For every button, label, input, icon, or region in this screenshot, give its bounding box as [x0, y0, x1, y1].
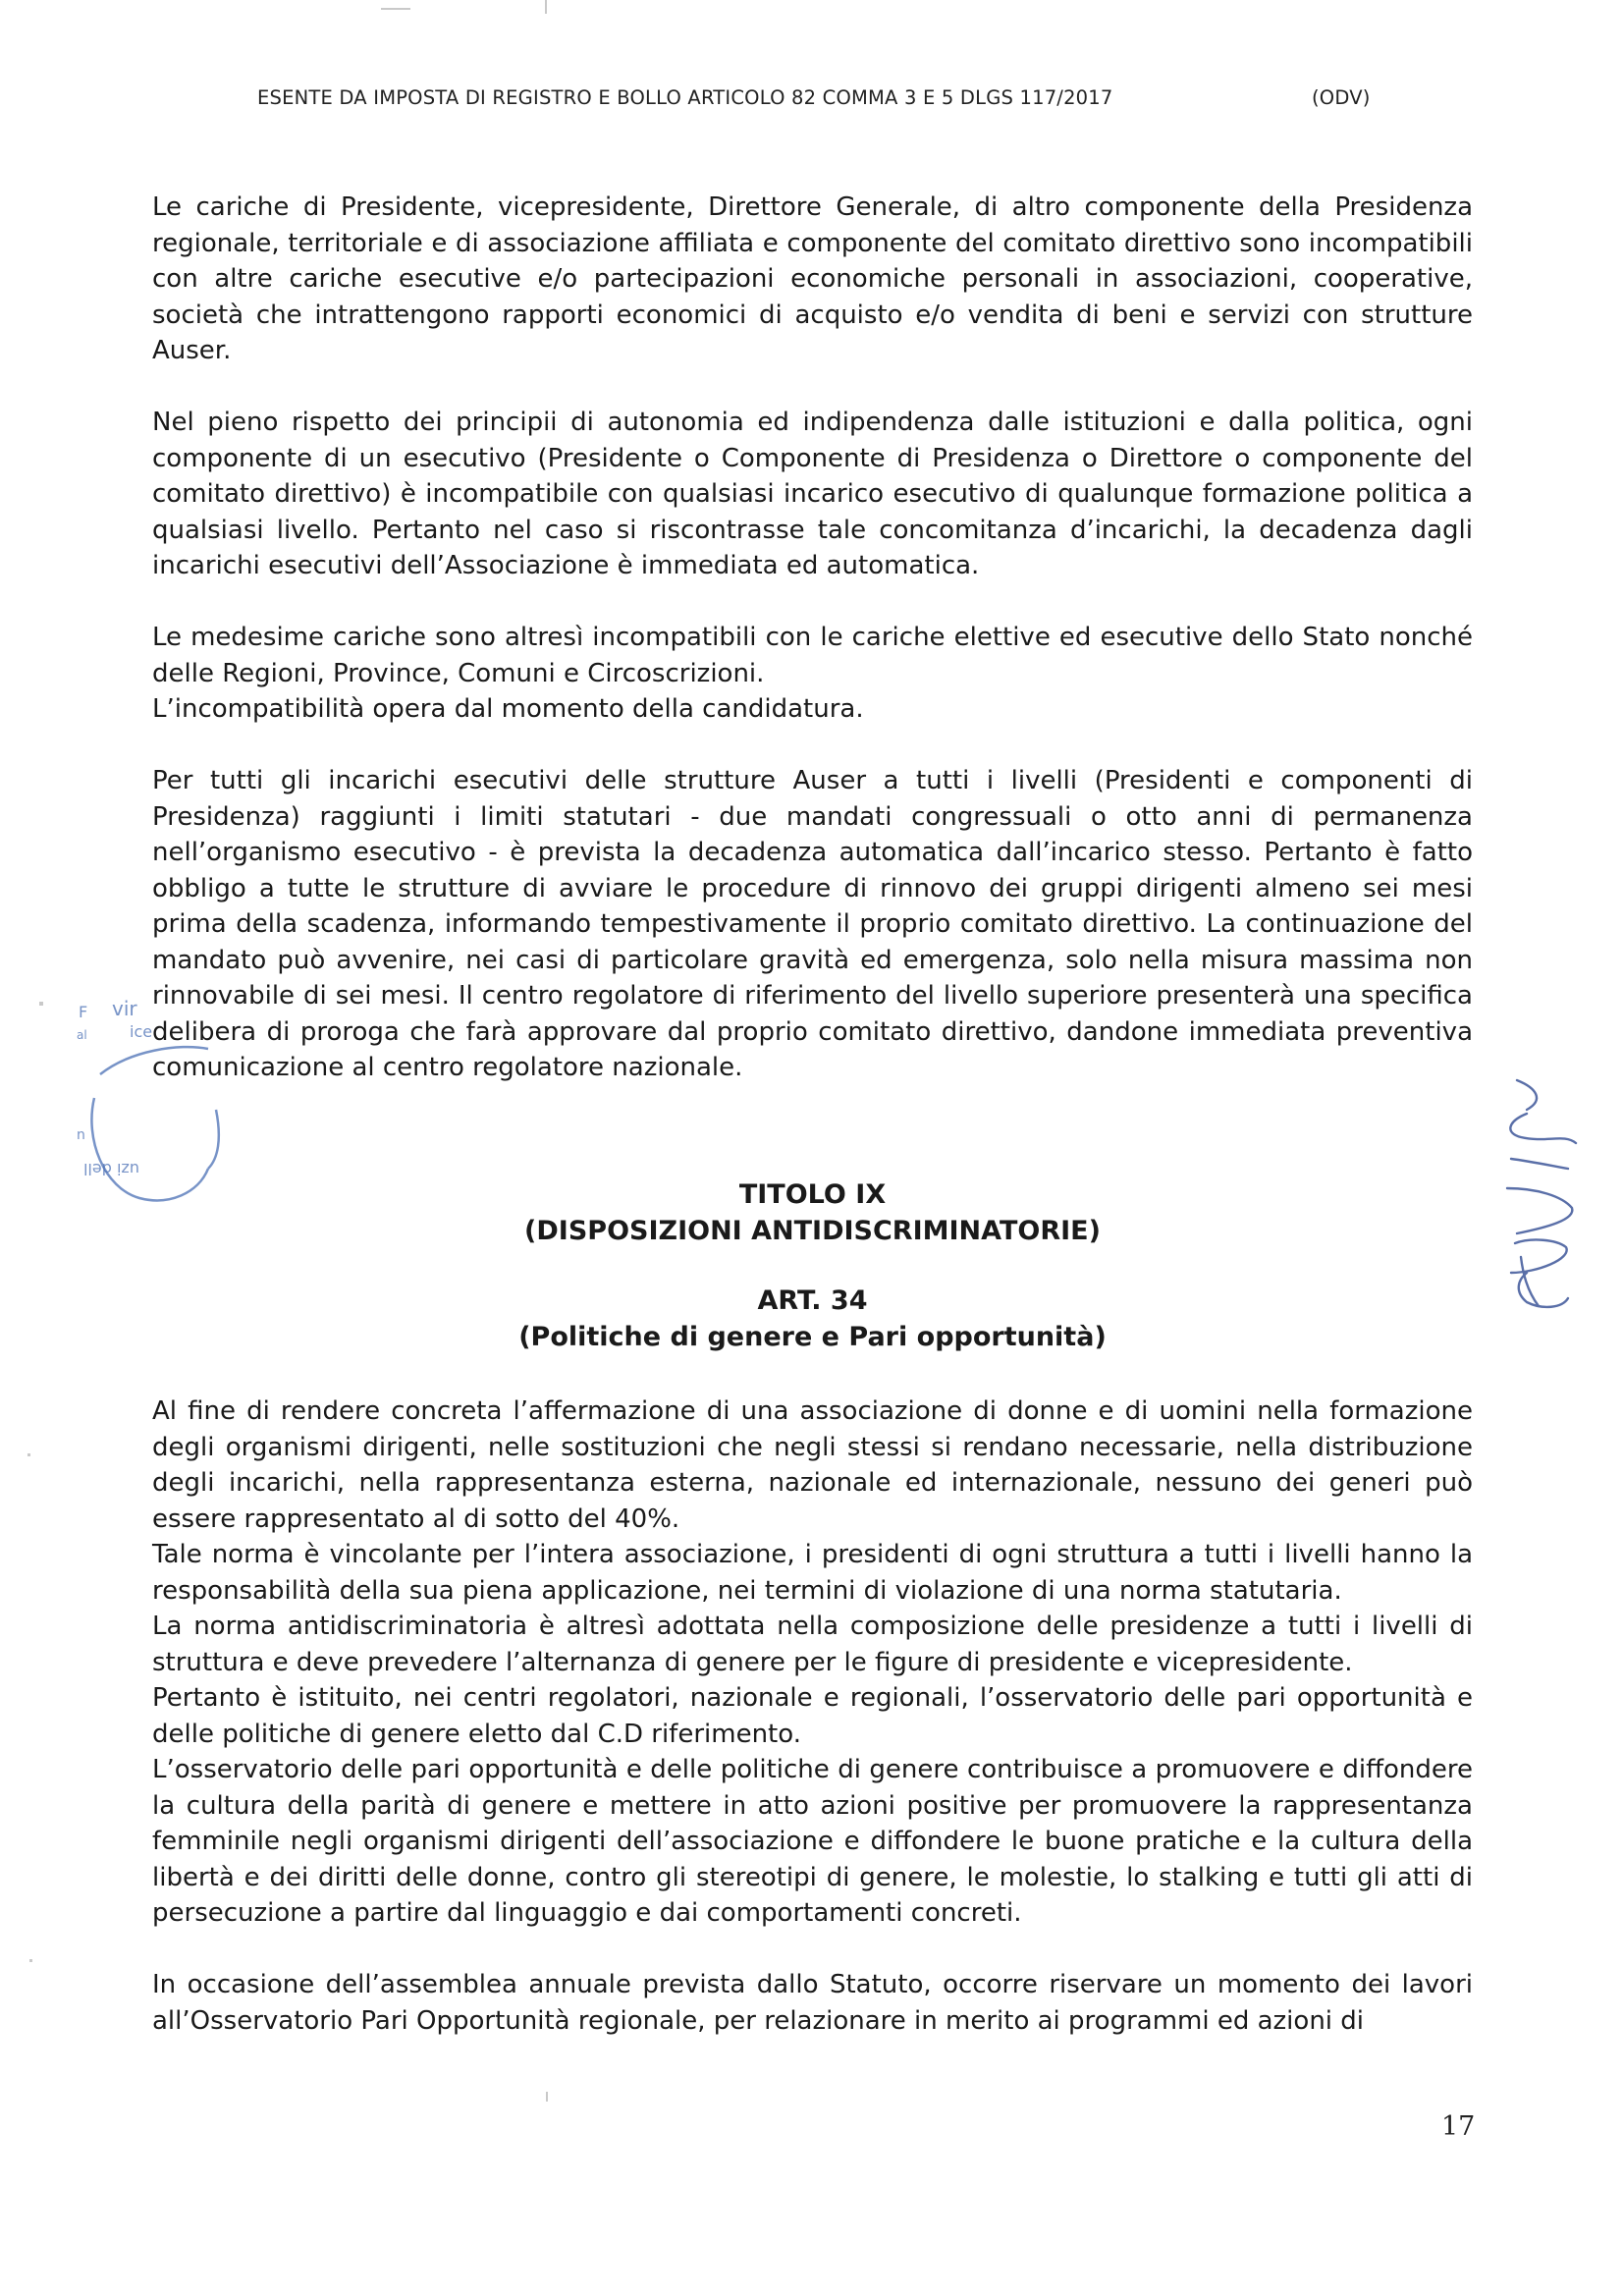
paragraph: L’incompatibilità opera dal momento della candidatura.	[152, 694, 864, 724]
paragraph: Tale norma è vincolante per l’intera associazione, i presidenti di ogni struttura a tutti i livelli hanno la responsabilità della sua piena applicazione, nei termini di violazione di una norma statutaria.	[152, 1540, 1473, 1606]
stamp-letter: al	[77, 1028, 87, 1042]
paragraph: Le medesime cariche sono altresì incompatibili con le cariche elettive ed esecutive dello Stato nonché delle Regioni, Province, Comuni e Circoscrizioni.	[152, 623, 1473, 688]
article-name: (Politiche di genere e Pari opportunità)	[518, 1322, 1107, 1352]
section-incompatibility	[152, 190, 1473, 1086]
article-heading	[152, 1283, 1473, 1355]
paragraph: L’osservatorio delle pari opportunità e delle politiche di genere contribuisce a promuovere e diffondere la cultura della parità di genere e mettere in atto azioni positive per promuovere la rappresentanza femminile negli organismi dirigenti dell’associazione e diffondere le buone pratiche e la cultura della libertà e dei diritti delle donne, contro gli stereotipi di genere, le molestie, lo stalking e tutti gli atti di persecuzione a partire dal linguaggio e dai comportamenti concreti.	[152, 1755, 1473, 1928]
stamp-letter: n	[77, 1127, 85, 1143]
scan-speck	[546, 2092, 548, 2102]
scan-speck	[381, 8, 410, 10]
section-gender-policies	[152, 1394, 1473, 2039]
stamp-letter: ice	[130, 1022, 153, 1041]
paragraph: Al fine di rendere concreta l’affermazione di una associazione di donne e di uomini nella formazione degli organismi dirigenti, nelle sostituzioni che negli stessi si rendano necessarie, nella distribuzione degli incarichi, nella rappresentanza esterna, nazionale ed internazionale, nessuno dei generi può essere rappresentato al di sotto del 40%.	[152, 1396, 1473, 1534]
stamp-letter: vir	[112, 997, 137, 1020]
scan-speck	[29, 1959, 32, 1962]
stamp-letter: uzi dell	[83, 1160, 139, 1178]
association-stamp	[61, 992, 247, 1228]
titolo-name: (DISPOSIZIONI ANTIDISCRIMINATORIE)	[524, 1216, 1101, 1246]
scan-speck	[545, 0, 547, 14]
header-odv-label: (ODV)	[1312, 86, 1371, 109]
scan-speck	[39, 1002, 43, 1006]
paragraph: Le cariche di Presidente, vicepresidente, Direttore Generale, di altro componente della Presidenza regionale, territoriale e di associazione affiliata e componente del comitato direttivo sono incompatibili con altre cariche esecutive e/o partecipazioni economiche personali in associazioni, cooperative, società che intrattengono rapporti economici di acquisto e/o vendita di beni e servizi con strutture Auser.	[152, 192, 1473, 365]
scan-speck	[27, 1453, 30, 1456]
page-number: 17	[1441, 2111, 1476, 2142]
titolo-number: TITOLO IX	[738, 1179, 887, 1210]
stamp-letter: F	[79, 1003, 88, 1021]
handwritten-signature	[1488, 1070, 1596, 1326]
paragraph: La norma antidiscriminatoria è altresì adottata nella composizione delle presidenze a tutti i livelli di struttura e deve prevedere l’alternanza di genere per le figure di presidente e vicepresidente.	[152, 1612, 1473, 1677]
header-exemption-note: ESENTE DA IMPOSTA DI REGISTRO E BOLLO ARTICOLO 82 COMMA 3 E 5 DLGS 117/2017	[257, 86, 1113, 109]
titolo-heading	[152, 1176, 1473, 1249]
paragraph: Pertanto è istituito, nei centri regolatori, nazionale e regionali, l’osservatorio delle pari opportunità e delle politiche di genere eletto dal C.D riferimento.	[152, 1683, 1473, 1749]
paragraph: In occasione dell’assemblea annuale prevista dallo Statuto, occorre riservare un momento dei lavori all’Osservatorio Pari Opportunità regionale, per relazionare in merito ai programmi ed azioni di	[152, 1970, 1473, 2036]
paragraph: Nel pieno rispetto dei principii di autonomia ed indipendenza dalle istituzioni e dalla politica, ogni componente di un esecutivo (Presidente o Componente di Presidenza o Direttore o componente del comitato direttivo) è incompatibile con qualsiasi incarico esecutivo di qualunque formazione politica a qualsiasi livello. Pertanto nel caso si riscontrasse tale concomitanza d’incarichi, la decadenza dagli incarichi esecutivi dell’Associazione è immediata ed automatica.	[152, 408, 1473, 580]
paragraph: Per tutti gli incarichi esecutivi delle strutture Auser a tutti i livelli (Presidenti e componenti di Presidenza) raggiunti i limiti statutari - due mandati congressuali o otto anni di permanenza nell’organismo esecutivo - è prevista la decadenza automatica dall’incarico stesso. Pertanto è fatto obbligo a tutte le strutture di avviare le procedure di rinnovo dei gruppi dirigenti almeno sei mesi prima della scadenza, informando tempestivamente il proprio comitato direttivo. La continuazione del mandato può avvenire, nei casi di particolare gravità ed emergenza, solo nella misura massima non rinnovabile di sei mesi. Il centro regolatore di riferimento del livello superiore presenterà una specifica delibera di proroga che farà approvare dal proprio comitato direttivo, dandone immediata preventiva comunicazione al centro regolatore nazionale.	[152, 766, 1473, 1082]
article-number: ART. 34	[757, 1285, 868, 1316]
